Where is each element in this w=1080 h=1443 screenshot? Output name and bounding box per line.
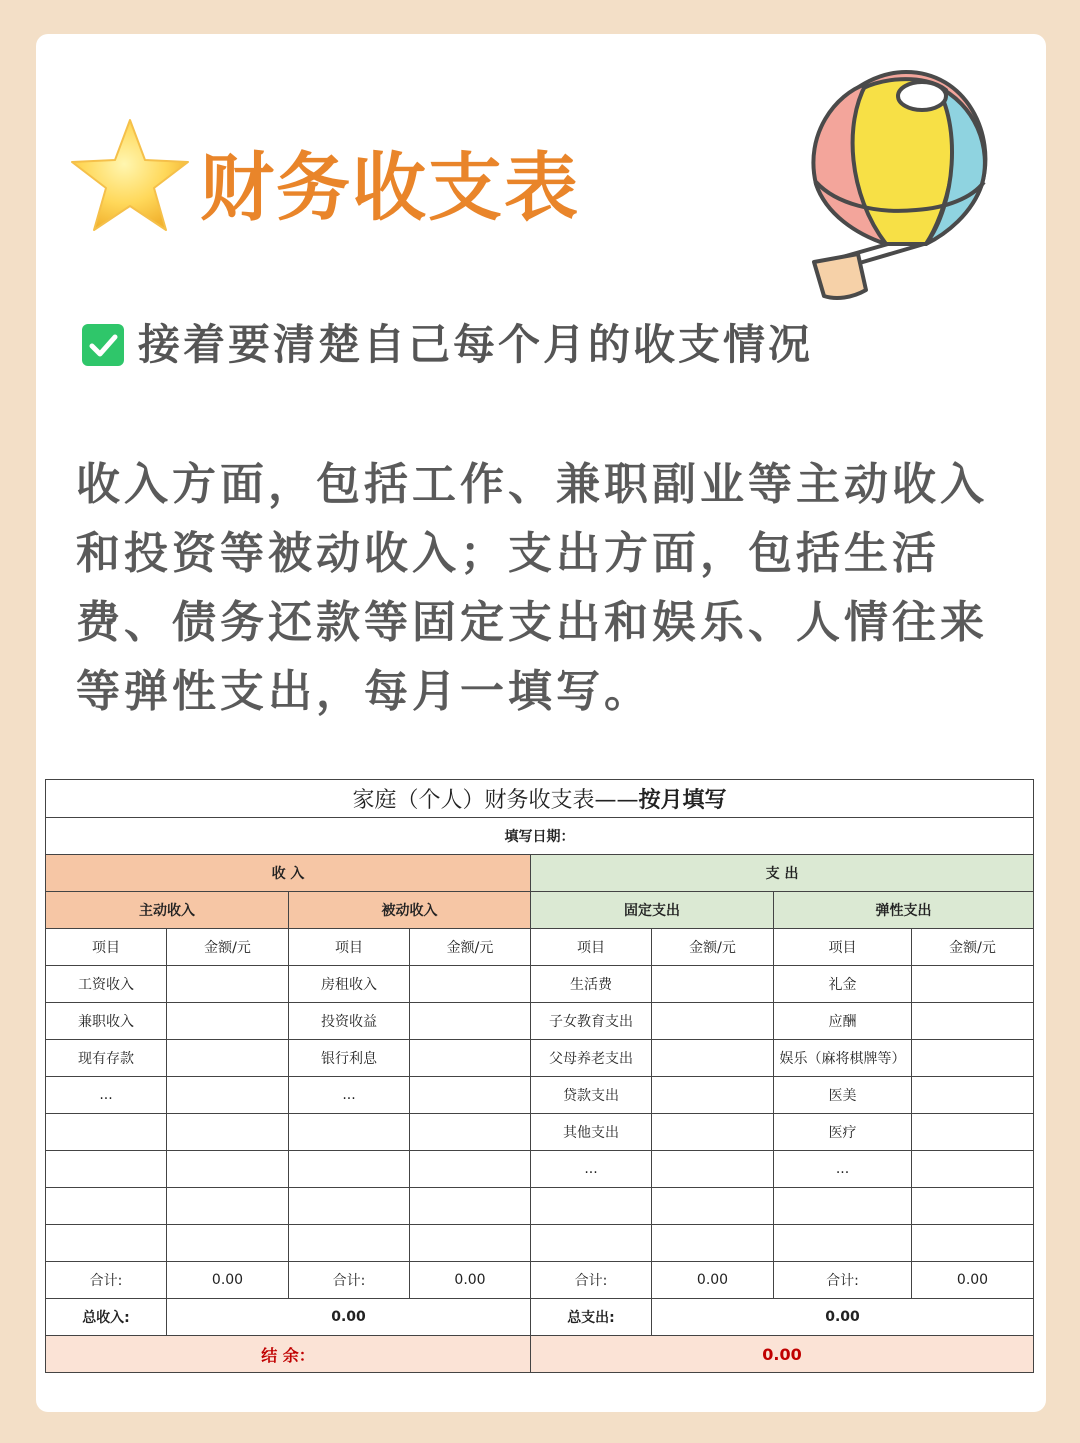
fixed-expense-header: 固定支出 bbox=[531, 892, 774, 929]
amount-cell[interactable] bbox=[912, 1151, 1034, 1188]
item-cell[interactable]: 父母养老支出 bbox=[531, 1040, 652, 1077]
item-cell[interactable]: 兼职收入 bbox=[46, 1003, 167, 1040]
subtitle: 接着要清楚自己每个月的收支情况 bbox=[138, 320, 814, 369]
amount-cell[interactable] bbox=[167, 1188, 289, 1225]
amount-cell[interactable] bbox=[652, 1151, 774, 1188]
column-header-amount: 金额/元 bbox=[167, 929, 289, 966]
amount-cell[interactable] bbox=[410, 1003, 531, 1040]
star-icon bbox=[68, 116, 192, 236]
total-expense-label: 总支出: bbox=[531, 1299, 652, 1336]
table-row bbox=[46, 1188, 1034, 1225]
expense-header: 支 出 bbox=[531, 855, 1034, 892]
subtotal-value[interactable]: 0.00 bbox=[167, 1262, 289, 1299]
column-header-item: 项目 bbox=[46, 929, 167, 966]
total-expense-value[interactable]: 0.00 bbox=[652, 1299, 1034, 1336]
item-cell[interactable] bbox=[531, 1225, 652, 1262]
amount-cell[interactable] bbox=[410, 1225, 531, 1262]
finance-table bbox=[45, 779, 1034, 1373]
amount-cell[interactable] bbox=[912, 1114, 1034, 1151]
balance-row bbox=[46, 1336, 1034, 1373]
item-cell[interactable]: ... bbox=[774, 1151, 912, 1188]
amount-cell[interactable] bbox=[652, 1114, 774, 1151]
item-cell[interactable]: 银行利息 bbox=[289, 1040, 410, 1077]
table-row bbox=[46, 966, 1034, 1003]
total-income-label: 总收入: bbox=[46, 1299, 167, 1336]
item-cell[interactable]: 投资收益 bbox=[289, 1003, 410, 1040]
item-cell[interactable] bbox=[289, 1151, 410, 1188]
balance-label: 结 余： bbox=[46, 1336, 531, 1373]
amount-cell[interactable] bbox=[167, 1225, 289, 1262]
item-cell[interactable]: 应酬 bbox=[774, 1003, 912, 1040]
income-header: 收 入 bbox=[46, 855, 531, 892]
item-cell[interactable] bbox=[289, 1114, 410, 1151]
table-row bbox=[46, 1003, 1034, 1040]
item-cell[interactable] bbox=[46, 1188, 167, 1225]
passive-income-header: 被动收入 bbox=[289, 892, 531, 929]
item-cell[interactable]: 礼金 bbox=[774, 966, 912, 1003]
item-cell[interactable] bbox=[46, 1114, 167, 1151]
item-cell[interactable] bbox=[289, 1225, 410, 1262]
amount-cell[interactable] bbox=[167, 1040, 289, 1077]
amount-cell[interactable] bbox=[167, 1114, 289, 1151]
balance-value[interactable]: 0.00 bbox=[531, 1336, 1034, 1373]
page-title: 财务收支表 bbox=[200, 145, 580, 231]
amount-cell[interactable] bbox=[652, 966, 774, 1003]
column-header-item: 项目 bbox=[531, 929, 652, 966]
item-cell[interactable]: 生活费 bbox=[531, 966, 652, 1003]
amount-cell[interactable] bbox=[652, 1040, 774, 1077]
amount-cell[interactable] bbox=[912, 966, 1034, 1003]
subtotal-row bbox=[46, 1262, 1034, 1299]
table-title bbox=[46, 780, 1034, 818]
column-header-amount: 金额/元 bbox=[912, 929, 1034, 966]
column-header-item: 项目 bbox=[289, 929, 410, 966]
active-income-header: 主动收入 bbox=[46, 892, 289, 929]
item-cell[interactable]: 工资收入 bbox=[46, 966, 167, 1003]
amount-cell[interactable] bbox=[912, 1077, 1034, 1114]
item-cell[interactable] bbox=[46, 1151, 167, 1188]
amount-cell[interactable] bbox=[410, 1188, 531, 1225]
amount-cell[interactable] bbox=[167, 1003, 289, 1040]
table-row bbox=[46, 1040, 1034, 1077]
amount-cell[interactable] bbox=[912, 1040, 1034, 1077]
item-cell[interactable]: 娱乐（麻将棋牌等） bbox=[774, 1040, 912, 1077]
amount-cell[interactable] bbox=[652, 1225, 774, 1262]
amount-cell[interactable] bbox=[912, 1003, 1034, 1040]
table-row bbox=[46, 1114, 1034, 1151]
subtotal-label: 合计: bbox=[46, 1262, 167, 1299]
amount-cell[interactable] bbox=[652, 1077, 774, 1114]
amount-cell[interactable] bbox=[410, 966, 531, 1003]
column-header-row bbox=[46, 929, 1034, 966]
amount-cell[interactable] bbox=[167, 966, 289, 1003]
column-header-amount: 金额/元 bbox=[652, 929, 774, 966]
item-cell[interactable] bbox=[531, 1188, 652, 1225]
item-cell[interactable] bbox=[289, 1188, 410, 1225]
amount-cell[interactable] bbox=[410, 1151, 531, 1188]
item-cell[interactable]: ... bbox=[289, 1077, 410, 1114]
item-cell[interactable]: 其他支出 bbox=[531, 1114, 652, 1151]
hot-air-balloon-icon bbox=[796, 64, 996, 310]
table-row bbox=[46, 1151, 1034, 1188]
column-header-item: 项目 bbox=[774, 929, 912, 966]
table-title-text: 家庭（个人）财务收支表—— bbox=[352, 788, 639, 813]
item-cell[interactable]: 子女教育支出 bbox=[531, 1003, 652, 1040]
amount-cell[interactable] bbox=[912, 1225, 1034, 1262]
amount-cell[interactable] bbox=[652, 1003, 774, 1040]
amount-cell[interactable] bbox=[167, 1077, 289, 1114]
amount-cell[interactable] bbox=[410, 1077, 531, 1114]
table-row bbox=[46, 1077, 1034, 1114]
amount-cell[interactable] bbox=[410, 1040, 531, 1077]
item-cell[interactable]: 房租收入 bbox=[289, 966, 410, 1003]
table-title-bold: 按月填写 bbox=[638, 788, 727, 813]
item-cell[interactable] bbox=[774, 1225, 912, 1262]
item-cell[interactable]: ... bbox=[531, 1151, 652, 1188]
amount-cell[interactable] bbox=[652, 1188, 774, 1225]
date-field[interactable]: 填写日期： bbox=[46, 818, 1034, 855]
item-cell[interactable]: ... bbox=[46, 1077, 167, 1114]
column-header-amount: 金额/元 bbox=[410, 929, 531, 966]
item-cell[interactable] bbox=[46, 1225, 167, 1262]
total-income-value[interactable]: 0.00 bbox=[167, 1299, 531, 1336]
checkmark-icon bbox=[82, 324, 124, 366]
item-cell[interactable]: 贷款支出 bbox=[531, 1077, 652, 1114]
item-cell[interactable]: 医美 bbox=[774, 1077, 912, 1114]
subtotal-value[interactable]: 0.00 bbox=[912, 1262, 1034, 1299]
item-cell[interactable] bbox=[774, 1188, 912, 1225]
flexible-expense-header: 弹性支出 bbox=[774, 892, 1034, 929]
description-paragraph: 收入方面，包括工作、兼职副业等主动收入和投资等被动收入；支出方面，包括生活费、债务还款等固定支出和娱乐、人情往来等弹性支出，每月一填写。 bbox=[76, 459, 988, 717]
amount-cell[interactable] bbox=[410, 1114, 531, 1151]
item-cell[interactable]: 现有存款 bbox=[46, 1040, 167, 1077]
total-row bbox=[46, 1299, 1034, 1336]
amount-cell[interactable] bbox=[167, 1151, 289, 1188]
item-cell[interactable]: 医疗 bbox=[774, 1114, 912, 1151]
subtotal-value[interactable]: 0.00 bbox=[652, 1262, 774, 1299]
table-row bbox=[46, 1225, 1034, 1262]
subtotal-label: 合计: bbox=[531, 1262, 652, 1299]
subtotal-value[interactable]: 0.00 bbox=[410, 1262, 531, 1299]
amount-cell[interactable] bbox=[912, 1188, 1034, 1225]
subtotal-label: 合计: bbox=[774, 1262, 912, 1299]
subtotal-label: 合计: bbox=[289, 1262, 410, 1299]
